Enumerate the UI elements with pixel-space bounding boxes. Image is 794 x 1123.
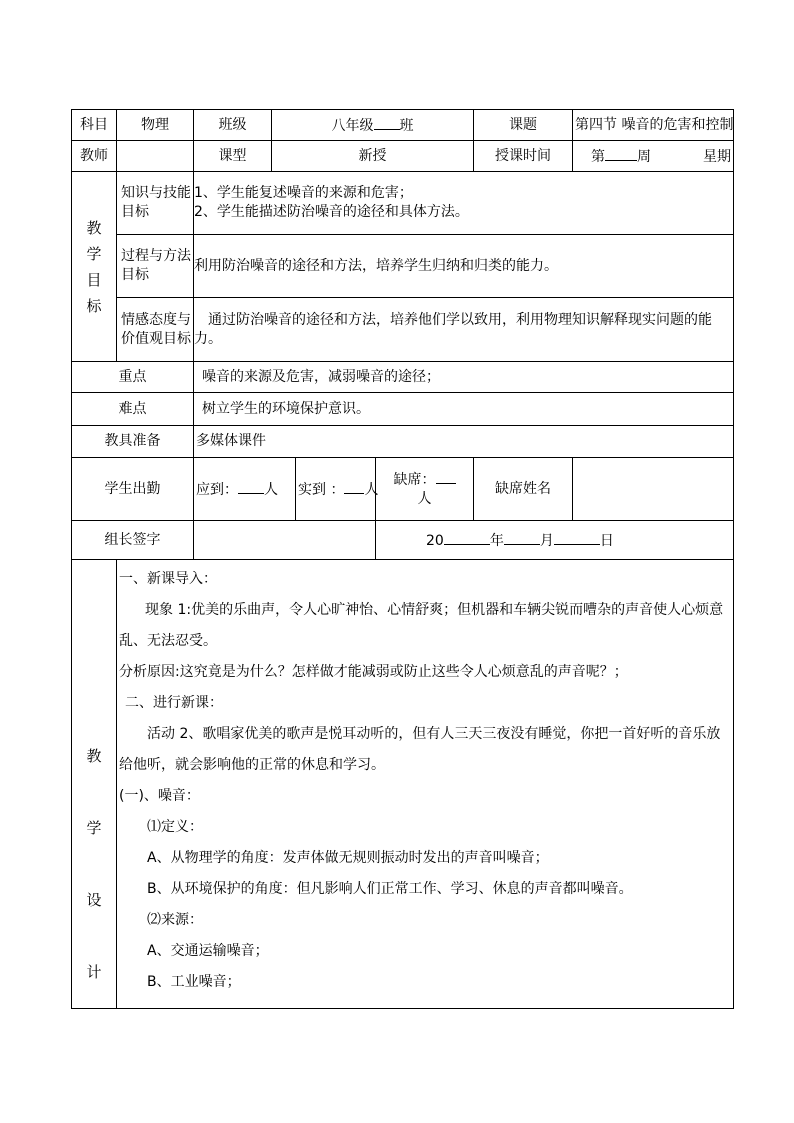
key-point-value: 噪音的来源及危害，减弱噪音的途径； bbox=[194, 362, 734, 393]
design-line: ⑴定义： bbox=[147, 819, 203, 835]
design-line: B、从环境保护的角度：但凡影响人们正常工作、学习、休息的声音都叫噪音。 bbox=[147, 881, 633, 897]
attendance-label: 学生出勤 bbox=[72, 458, 194, 521]
emotion-goal-text: 通过防治噪音的途径和方法，培养他们学以致用，利用物理知识解释现实问题的能力。 bbox=[194, 298, 734, 362]
signature-row bbox=[72, 521, 734, 560]
header-row-1 bbox=[72, 110, 734, 141]
signature-label: 组长签字 bbox=[72, 521, 194, 560]
class-prefix: 八年级 bbox=[331, 117, 374, 134]
attendance-due: 应到： 人 bbox=[194, 458, 296, 521]
lesson-type-label: 课型 bbox=[194, 141, 272, 172]
knowledge-goal-text: 1、学生能复述噪音的来源和危害； 2、学生能描述防治噪音的途径和具体方法。 bbox=[194, 172, 734, 235]
attendance-absent: 缺席： 人 bbox=[376, 458, 474, 521]
design-section-label: 教 学 设 计 bbox=[72, 560, 117, 1009]
topic-label: 课题 bbox=[474, 110, 573, 141]
tools-value: 多媒体课件 bbox=[194, 426, 734, 458]
knowledge-goal-label: 知识与技能目标 bbox=[117, 172, 194, 235]
emotion-goal-row bbox=[72, 298, 734, 362]
teacher-value bbox=[117, 141, 194, 172]
absent-names-value bbox=[573, 458, 734, 521]
header-row-2 bbox=[72, 141, 734, 172]
design-line: A、从物理学的角度：发声体做无规则振动时发出的声音叫噪音； bbox=[147, 850, 549, 866]
lesson-time-label: 授课时间 bbox=[474, 141, 573, 172]
design-line: ⑵来源： bbox=[147, 912, 203, 928]
emotion-goal-label: 情感态度与价值观目标 bbox=[117, 298, 194, 362]
absent-names-label: 缺席姓名 bbox=[474, 458, 573, 521]
design-row bbox=[72, 560, 734, 1009]
goals-section-label: 教 学 目 标 bbox=[72, 172, 117, 362]
knowledge-goal-row bbox=[72, 172, 734, 235]
process-goal-label: 过程与方法目标 bbox=[117, 235, 194, 298]
class-value bbox=[272, 110, 474, 141]
difficulty-row bbox=[72, 393, 734, 426]
design-line: 分析原因:这究竟是为什么？怎样做才能减弱或防止这些令人心烦意乱的声音呢？； bbox=[119, 664, 628, 680]
attendance-actual: 实到 ： 人 bbox=[296, 458, 376, 521]
subject-value: 物理 bbox=[117, 110, 194, 141]
process-goal-row bbox=[72, 235, 734, 298]
lesson-time-value bbox=[573, 141, 734, 172]
topic-value: 第四节 噪音的危害和控制 bbox=[573, 110, 734, 141]
difficulty-value: 树立学生的环境保护意识。 bbox=[194, 393, 734, 426]
signature-value bbox=[194, 521, 376, 560]
subject-label: 科目 bbox=[72, 110, 117, 141]
signature-date: 20 年 月 日 bbox=[376, 521, 734, 560]
class-suffix: 班 bbox=[399, 117, 414, 134]
class-label: 班级 bbox=[194, 110, 272, 141]
design-line: B、工业噪音； bbox=[147, 974, 241, 990]
week-prefix: 第 bbox=[591, 148, 605, 165]
tools-row bbox=[72, 426, 734, 458]
design-line: 现象 1:优美的乐曲声，令人心旷神怡、心情舒爽；但机器和车辆尖锐而嘈杂的声音使人心烦意乱、无法忍受。 bbox=[119, 602, 724, 649]
difficulty-label: 难点 bbox=[72, 393, 194, 426]
design-content bbox=[117, 560, 734, 1009]
attendance-row bbox=[72, 458, 734, 521]
key-point-row bbox=[72, 362, 734, 393]
tools-label: 教具准备 bbox=[72, 426, 194, 458]
design-line: A、交通运输噪音； bbox=[147, 943, 269, 959]
design-line: 一、新课导入： bbox=[119, 571, 217, 587]
process-goal-text: 利用防治噪音的途径和方法，培养学生归纳和归类的能力。 bbox=[194, 235, 734, 298]
design-line: 二、进行新课： bbox=[125, 695, 223, 711]
week-suffix: 周 bbox=[637, 148, 651, 165]
design-line: (一)、噪音： bbox=[119, 788, 200, 804]
design-line: 活动 2、歌唱家优美的歌声是悦耳动听的，但有人三天三夜没有睡觉，你把一首好听的音乐放给他听，就会影响他的正常的休息和学习。 bbox=[119, 726, 721, 773]
lesson-type-value: 新授 bbox=[272, 141, 474, 172]
key-point-label: 重点 bbox=[72, 362, 194, 393]
teacher-label: 教师 bbox=[72, 141, 117, 172]
lesson-plan-table bbox=[71, 109, 734, 1009]
weekday-label: 星期 bbox=[703, 148, 731, 165]
